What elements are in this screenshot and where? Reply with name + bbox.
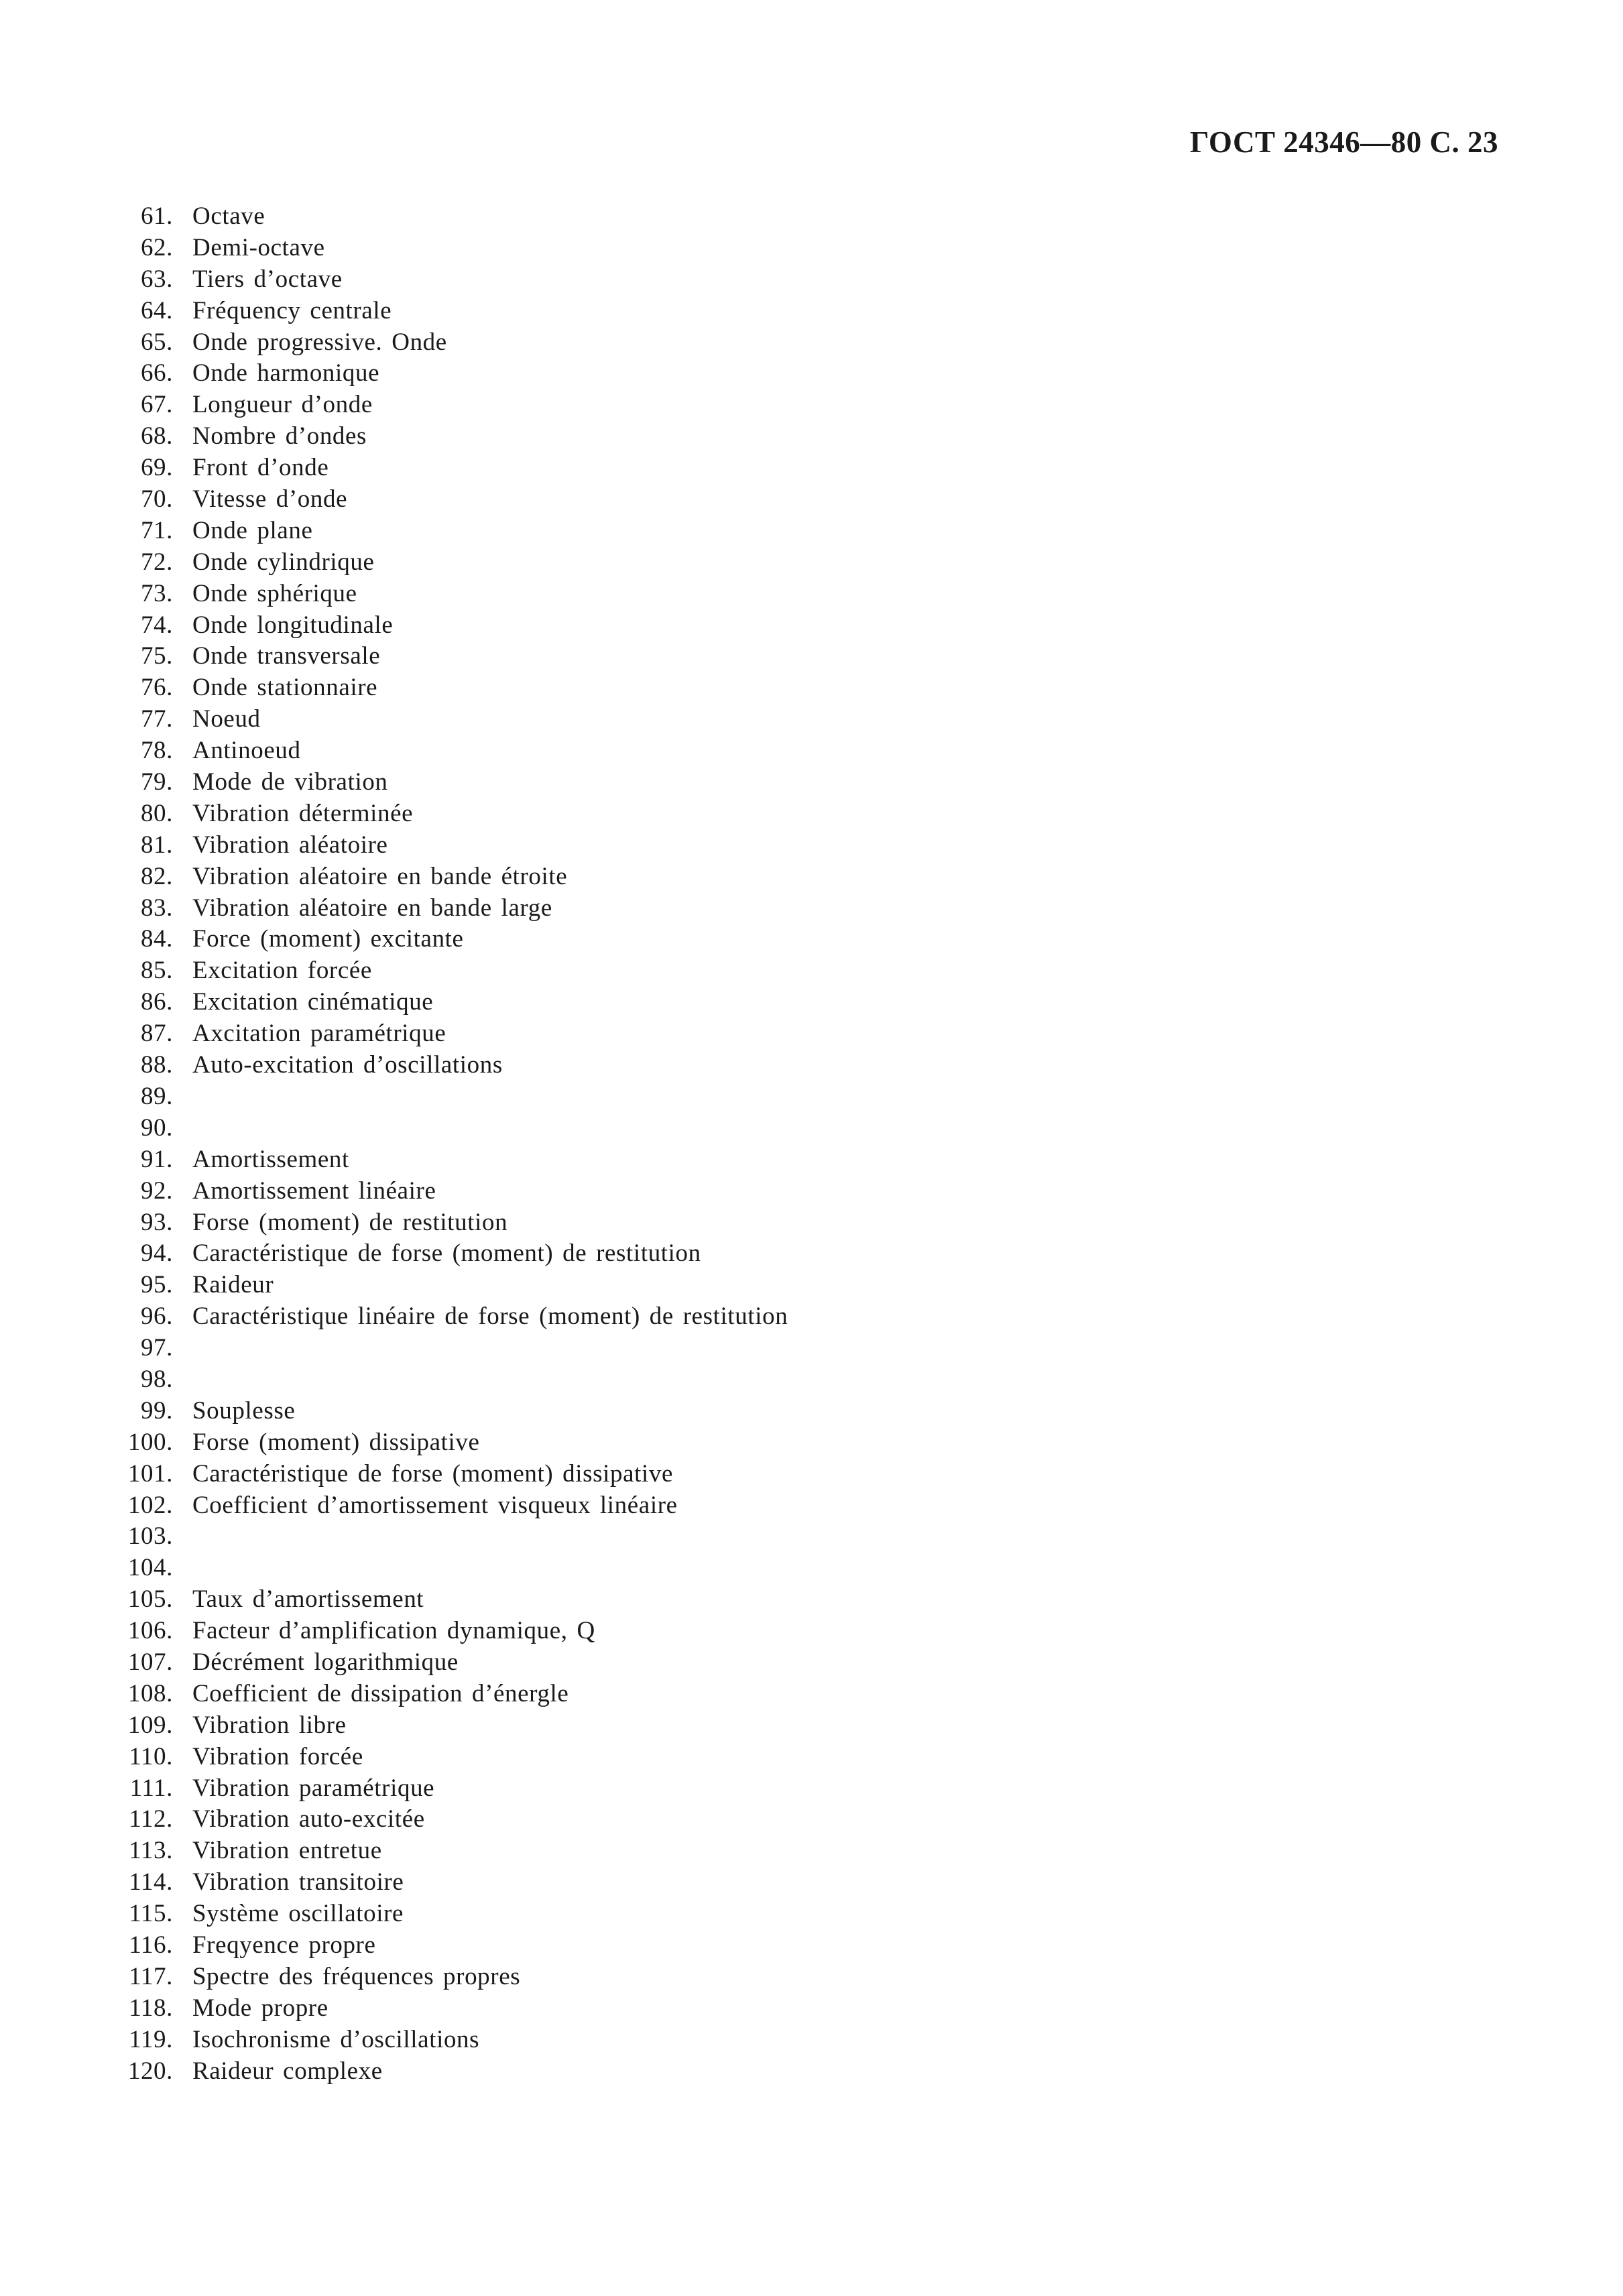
term-text: Isochronisme d’oscillations (192, 2025, 480, 2053)
term-number: 83. (140, 894, 173, 922)
term-number: 64. (140, 296, 173, 324)
term-number: 110. (129, 1742, 173, 1770)
term-number: 109. (127, 1711, 173, 1739)
term-text: Souplesse (192, 1396, 296, 1425)
term-text: Tiers d’octave (192, 265, 343, 293)
term-number: 93. (140, 1208, 173, 1236)
term-number: 101. (127, 1459, 173, 1488)
term-text: Noeud (192, 705, 261, 733)
term-number: 90. (140, 1113, 173, 1142)
term-text: Onde plane (192, 516, 313, 544)
term-text: Auto-excitation d’oscillations (192, 1051, 503, 1079)
term-text: Vibration paramétrique (192, 1774, 435, 1802)
term-number: 99. (140, 1396, 173, 1425)
term-text: Onde stationnaire (192, 674, 378, 702)
term-number: 112. (129, 1805, 173, 1833)
term-number: 96. (140, 1303, 173, 1331)
term-text: Mode de vibration (192, 768, 388, 796)
term-text: Amortissement (192, 1145, 349, 1173)
term-number: 86. (140, 988, 173, 1016)
term-text: Longueur d’onde (192, 391, 373, 419)
term-text: Octave (192, 202, 265, 230)
term-text: Excitation cinématique (192, 988, 434, 1016)
term-number: 62. (140, 233, 173, 261)
term-text: Décrément logarithmique (192, 1648, 459, 1676)
term-text: Antinoeud (192, 737, 301, 765)
term-text: Mode propre (192, 1994, 328, 2022)
term-number: 107. (127, 1648, 173, 1676)
term-text: Vibration auto-excitée (192, 1805, 425, 1833)
term-number: 88. (140, 1051, 173, 1079)
term-number: 117. (129, 1962, 173, 1990)
term-number: 87. (140, 1020, 173, 1048)
term-number: 115. (129, 1900, 173, 1928)
term-text: Forse (moment) de restitution (192, 1208, 508, 1236)
term-text: Force (moment) excitante (192, 925, 464, 953)
term-text: Vibration transitoire (192, 1868, 404, 1896)
term-text: Facteur d’amplification dynamique, Q (192, 1617, 595, 1645)
term-number: 91. (140, 1145, 173, 1173)
term-number: 100. (127, 1428, 173, 1456)
term-text: Caractéristique de forse (moment) dissipative (192, 1459, 674, 1488)
term-number: 104. (127, 1554, 173, 1582)
term-number: 111. (129, 1774, 173, 1802)
term-number: 67. (140, 391, 173, 419)
term-number: 119. (129, 2025, 173, 2053)
term-number: 72. (140, 548, 173, 576)
term-text: Onde sphérique (192, 579, 357, 607)
term-number: 79. (140, 768, 173, 796)
term-text: Nombre d’ondes (192, 422, 367, 450)
term-text: Spectre des fréquences propres (192, 1962, 521, 1990)
term-number: 63. (140, 265, 173, 293)
term-text: Excitation forcée (192, 957, 372, 985)
term-text: Onde longitudinale (192, 611, 394, 639)
term-number: 105. (127, 1585, 173, 1614)
term-text: Vibration libre (192, 1711, 347, 1739)
term-text: Coefficient d’amortissement visqueux linéaire (192, 1491, 678, 1519)
term-text: Axcitation paramétrique (192, 1020, 446, 1048)
term-number: 66. (140, 359, 173, 387)
term-text: Vibration entretue (192, 1837, 382, 1865)
term-number: 106. (127, 1617, 173, 1645)
term-text: Coefficient de dissipation d’énergle (192, 1679, 569, 1707)
term-number: 69. (140, 454, 173, 482)
term-text: Vibration déterminée (192, 799, 414, 827)
term-text: Onde harmonique (192, 359, 380, 387)
term-number: 98. (140, 1365, 173, 1393)
term-number: 85. (140, 957, 173, 985)
term-number: 61. (140, 202, 173, 230)
term-number: 78. (140, 737, 173, 765)
term-number: 84. (140, 925, 173, 953)
term-text: Forse (moment) dissipative (192, 1428, 480, 1456)
term-number: 71. (140, 516, 173, 544)
term-number: 77. (140, 705, 173, 733)
term-number: 68. (140, 422, 173, 450)
term-number: 95. (140, 1271, 173, 1299)
term-text: Vibration forcée (192, 1742, 363, 1770)
term-number: 97. (140, 1334, 173, 1362)
page-header: ГОСТ 24346—80 С. 23 (1189, 125, 1498, 159)
term-text: Vibration aléatoire en bande large (192, 894, 552, 922)
term-number: 75. (140, 642, 173, 670)
term-text: Front d’onde (192, 454, 329, 482)
term-number: 102. (127, 1491, 173, 1519)
term-number: 108. (127, 1679, 173, 1707)
term-number: 70. (140, 485, 173, 513)
term-number: 94. (140, 1240, 173, 1268)
term-number: 118. (129, 1994, 173, 2022)
term-text: Taux d’amortissement (192, 1585, 424, 1614)
term-text: Onde cylindrique (192, 548, 375, 576)
term-text: Onde progressive. Onde (192, 328, 447, 356)
term-number: 65. (140, 328, 173, 356)
term-number: 80. (140, 799, 173, 827)
term-number: 76. (140, 674, 173, 702)
term-text: Vibration aléatoire (192, 831, 388, 859)
term-number: 103. (127, 1522, 173, 1551)
term-number: 74. (140, 611, 173, 639)
term-text: Demi-octave (192, 233, 325, 261)
term-text: Vibration aléatoire en bande étroite (192, 862, 568, 890)
term-number: 92. (140, 1176, 173, 1205)
term-text: Raideur complexe (192, 2057, 383, 2085)
term-text: Onde transversale (192, 642, 381, 670)
term-text: Caractéristique de forse (moment) de restitution (192, 1240, 701, 1268)
term-text: Amortissement linéaire (192, 1176, 436, 1205)
term-text: Caractéristique linéaire de forse (moment) de restitution (192, 1303, 788, 1331)
term-text: Vitesse d’onde (192, 485, 348, 513)
term-number: 116. (129, 1931, 173, 1959)
term-text: Freqyence propre (192, 1931, 376, 1959)
term-number: 73. (140, 579, 173, 607)
term-number: 113. (129, 1837, 173, 1865)
term-number: 81. (140, 831, 173, 859)
term-number: 82. (140, 862, 173, 890)
term-text: Fréquency centrale (192, 296, 392, 324)
term-number: 89. (140, 1082, 173, 1110)
term-text: Raideur (192, 1271, 274, 1299)
term-number: 114. (129, 1868, 173, 1896)
term-number: 120. (127, 2057, 173, 2085)
term-text: Système oscillatoire (192, 1900, 404, 1928)
